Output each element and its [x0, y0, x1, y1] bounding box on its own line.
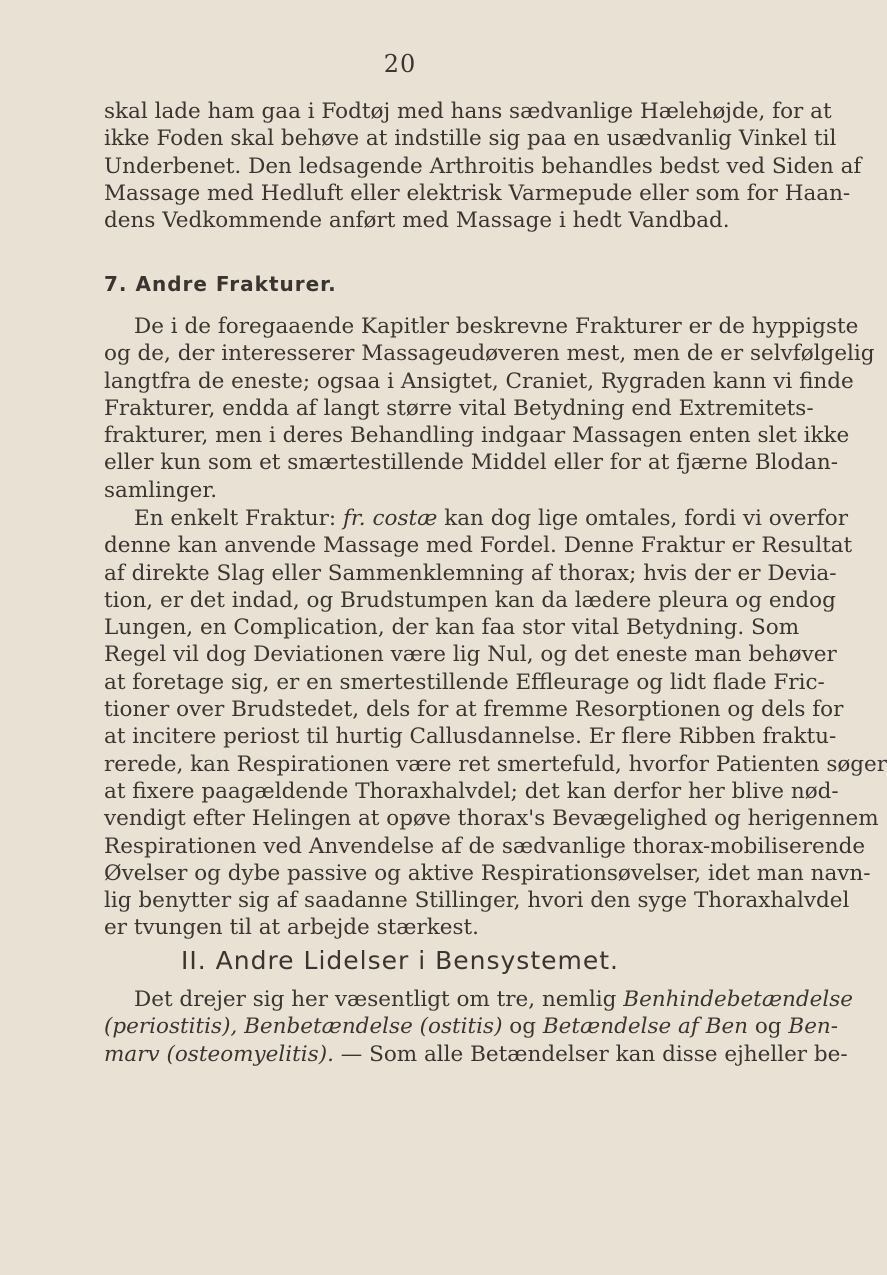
paragraph-3-line: af direkte Slag eller Sammenklemning af thorax; hvis der er Devia-	[104, 560, 837, 586]
paragraph-2	[104, 313, 875, 504]
paragraph-3-line: Lungen, en Complication, der kan faa stor vital Betydning. Som	[104, 615, 800, 641]
paragraph-4-line: Det drejer sig her væsentligt om tre, nemlig Benhindebetændelse	[134, 987, 853, 1012]
paragraph-3-line: Regel vil dog Deviationen være lig Nul, og det eneste man behøver	[104, 642, 837, 668]
page-number: 20	[383, 50, 417, 78]
chapter-heading: II. Andre Lidelser i Bensystemet.	[181, 946, 619, 975]
paragraph-3	[104, 505, 887, 942]
paragraph-4	[104, 986, 853, 1068]
paragraph-2-line: langtfra de eneste; ogsaa i Ansigtet, Craniet, Rygraden kann vi finde	[104, 368, 854, 394]
paragraph-2-line: eller kun som et smærtestillende Middel eller for at fjærne Blodan-	[104, 450, 839, 476]
paragraph-1-line: dens Vedkommende anført med Massage i hedt Vandbad.	[104, 208, 730, 234]
paragraph-1-line: skal lade ham gaa i Fodtøj med hans sædvanlige Hælehøjde, for at	[104, 99, 832, 124]
paragraph-3-line: Øvelser og dybe passive og aktive Respirationsøvelser, idet man navn-	[104, 860, 871, 886]
paragraph-3-line: at incitere periost til hurtig Callusdannelse. Er flere Ribben fraktu-	[104, 724, 837, 750]
paragraph-2-line: De i de foregaaende Kapitler beskrevne Frakturer er de hyppigste	[134, 314, 859, 339]
paragraph-2-line: og de, der interesserer Massageudøveren mest, men de er selvfølgelig	[104, 341, 875, 367]
paragraph-1-line: Massage med Hedluft eller elektrisk Varmepude eller som for Haan-	[104, 180, 851, 206]
paragraph-1-line: Underbenet. Den ledsagende Arthroitis behandles bedst ved Siden af	[104, 153, 862, 179]
paragraph-3-line: at fixere paagældende Thoraxhalvdel; det kan derfor her blive nød-	[104, 778, 839, 804]
paragraph-4-line: marv (osteomyelitis). — Som alle Betændelser kan disse ejheller be-	[104, 1041, 848, 1067]
paragraph-1-line: ikke Foden skal behøve at indstille sig paa en usædvanlig Vinkel til	[104, 126, 837, 152]
paragraph-3-line: rerede, kan Respirationen være ret smertefuld, hvorfor Patienten søger	[104, 751, 887, 777]
paragraph-1	[104, 98, 862, 234]
paragraph-2-line: samlinger.	[104, 477, 218, 503]
paragraph-4-line: (periostitis), Benbetændelse (ostitis) og Betændelse af Ben og Ben-	[104, 1014, 839, 1040]
paragraph-3-line: En enkelt Fraktur: fr. costæ kan dog lige omtales, fordi vi overfor	[134, 506, 848, 531]
paragraph-3-line: tioner over Brudstedet, dels for at fremme Resorptionen og dels for	[104, 697, 844, 723]
paragraph-3-line: at foretage sig, er en smertestillende Effleurage og lidt flade Fric-	[104, 669, 825, 695]
paragraph-3-line: lig benytter sig af saadanne Stillinger, hvori den syge Thoraxhalvdel	[104, 888, 850, 914]
paragraph-3-line: denne kan anvende Massage med Fordel. Denne Fraktur er Resultat	[104, 533, 853, 559]
paragraph-3-line: Respirationen ved Anvendelse af de sædvanlige thorax-mobiliserende	[104, 833, 866, 859]
paragraph-3-line: tion, er det indad, og Brudstumpen kan da lædere pleura og endog	[104, 587, 836, 613]
paragraph-2-line: Frakturer, endda af langt større vital Betydning end Extremitets-	[104, 395, 814, 421]
paragraph-3-line: vendigt efter Helingen at opøve thorax's Bevægelighed og herigennem	[104, 806, 879, 832]
paragraph-2-line: frakturer, men i deres Behandling indgaar Massagen enten slet ikke	[104, 423, 850, 449]
paragraph-3-line: er tvungen til at arbejde stærkest.	[104, 915, 479, 941]
section-heading-7: 7. Andre Frakturer.	[104, 272, 337, 296]
